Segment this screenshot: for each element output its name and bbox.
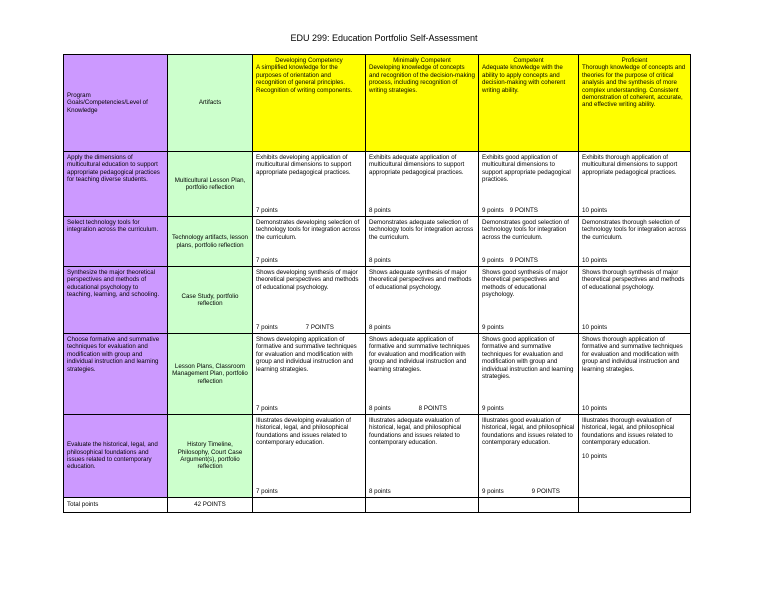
rubric-cell (253, 415, 366, 498)
cell-desc: Shows good application of formative and summative techniques for evaluation and modification with group and individual instruction and learning strategies. (482, 336, 574, 381)
total-label: Total points (64, 498, 168, 513)
cell-desc: Exhibits good application of multicultural dimensions to support appropriate pedagogical practices. (482, 154, 571, 184)
cell-points: 8 points (369, 323, 391, 331)
cell-points: 8 points (369, 256, 391, 264)
empty-cell (579, 498, 691, 513)
goal-cell: Select technology tools for integration across the curriculum. (64, 217, 168, 267)
cell-desc: Shows good synthesis of major theoretical perspectives and methods of educational psychology. (482, 269, 568, 299)
rubric-cell (366, 152, 479, 217)
cell-desc: Shows thorough synthesis of major theoretical perspectives and methods of educational psychology. (582, 269, 685, 291)
rubric-cell (253, 334, 366, 415)
artifact-cell: Technology artifacts, lesson plans, portfolio reflection (168, 217, 253, 267)
level-desc: Developing knowledge of concepts and recognition of the decision-making process, including recognition of writing strategies. (369, 64, 475, 94)
cell-points: 7 points 7 POINTS (256, 323, 334, 331)
table-row (64, 334, 691, 415)
cell-points: 9 points (482, 323, 504, 331)
goals-header: Program Goals/Competencies/Level of Knowledge (64, 55, 168, 152)
empty-cell (479, 498, 579, 513)
rubric-cell (479, 415, 579, 498)
empty-cell (366, 498, 479, 513)
cell-points: 7 points (256, 256, 278, 264)
rubric-cell (579, 267, 691, 334)
cell-desc: Exhibits adequate application of multicultural dimensions to support appropriate pedagogical practices. (369, 154, 465, 176)
cell-desc: Illustrates good evaluation of historical, legal, and philosophical foundations and issues related to contemporary education. (482, 417, 575, 447)
level-desc: Adequate knowledge with the ability to apply concepts and decision-making with coherent writing ability. (482, 64, 566, 94)
level-title: Minimally Competent (393, 57, 451, 64)
rubric-cell (253, 152, 366, 217)
goal-cell: Evaluate the historical, legal, and philosophical foundations and issues related to contemporary education. (64, 415, 168, 498)
rubric-cell (253, 267, 366, 334)
cell-desc: Shows developing application of formative and summative techniques for evaluation and modification with group and individual instruction and learning strategies. (256, 336, 357, 373)
rubric-table (63, 54, 691, 513)
cell-desc: Shows adequate synthesis of major theoretical perspectives and methods of educational psychology. (369, 269, 472, 291)
cell-points: 10 points (582, 452, 608, 460)
rubric-cell (479, 267, 579, 334)
page-title: EDU 299: Education Portfolio Self-Assessment (290, 33, 478, 43)
rubric-cell (479, 217, 579, 267)
table-row (64, 267, 691, 334)
cell-points: 8 points (369, 487, 391, 495)
cell-desc: Shows adequate application of formative and summative techniques for evaluation and modification with group and individual instruction and learning strategies. (369, 336, 470, 373)
rubric-cell (366, 334, 479, 415)
cell-points: 9 points 9 POINTS (482, 256, 538, 264)
rubric-cell (253, 217, 366, 267)
level-header-minimally-competent (366, 55, 479, 152)
cell-desc: Exhibits thorough application of multicultural dimensions to support appropriate pedagogical practices. (582, 154, 678, 176)
level-title: Competent (513, 57, 544, 64)
artifact-cell: Case Study, portfolio reflection (168, 267, 253, 334)
rubric-cell (366, 415, 479, 498)
level-desc: A simplified knowledge for the purposes of orientation and recognition of general principles. Recognition of writing components. (256, 64, 353, 94)
cell-desc: Shows thorough application of formative and summative techniques for evaluation and modification with group and individual instruction and learning strategies. (582, 336, 683, 373)
level-title: Proficient (621, 57, 648, 64)
cell-desc: Exhibits developing application of multicultural dimensions to support appropriate pedagogical practices. (256, 154, 352, 176)
cell-desc: Illustrates adequate evaluation of historical, legal, and philosophical foundations and issues related to contemporary education. (369, 417, 462, 447)
cell-desc: Illustrates developing evaluation of historical, legal, and philosophical foundations and issues related to contemporary education. (256, 417, 351, 447)
goal-cell: Synthesize the major theoretical perspectives and methods of educational psychology to teaching, learning, and schooling. (64, 267, 168, 334)
rubric-cell (579, 217, 691, 267)
cell-desc: Demonstrates thorough selection of technology tools for integration across the curriculum. (582, 219, 687, 241)
cell-points: 8 points 8 POINTS (369, 404, 447, 412)
cell-desc: Demonstrates adequate selection of technology tools for integration across the curriculum. (369, 219, 474, 241)
cell-desc: Demonstrates good selection of technology tools for integration across the curriculum. (482, 219, 570, 241)
level-header-competent (479, 55, 579, 152)
level-title: Developing Competency (275, 57, 343, 64)
header-row (64, 55, 691, 152)
goal-cell: Apply the dimensions of multicultural education to support appropriate pedagogical practices for teaching diverse students. (64, 152, 168, 217)
rubric-cell (579, 415, 691, 498)
artifact-cell: Multicultural Lesson Plan, portfolio reflection (168, 152, 253, 217)
artifacts-header: Artifacts (168, 55, 253, 152)
rubric-cell (479, 152, 579, 217)
cell-points: 7 points (256, 206, 278, 214)
rubric-cell (579, 334, 691, 415)
level-desc: Thorough knowledge of concepts and theories for the purpose of critical analysis and the synthesis of more complex understanding. Consistent demonstration of coherent, accurate, and effective writing ability. (582, 64, 686, 109)
cell-points: 10 points (582, 256, 608, 264)
cell-desc: Shows developing synthesis of major theoretical perspectives and methods of educational psychology. (256, 269, 359, 291)
rubric-cell (366, 267, 479, 334)
cell-points: 7 points (256, 487, 278, 495)
table-row (64, 415, 691, 498)
cell-desc: Illustrates thorough evaluation of historical, legal, and philosophical foundations and issues related to contemporary education. (582, 417, 675, 447)
level-header-proficient (579, 55, 691, 152)
total-row (64, 498, 691, 513)
level-header-developing (253, 55, 366, 152)
rubric-cell (479, 334, 579, 415)
artifact-cell: History Timeline, Philosophy, Court Case Argument(s), portfolio reflection (168, 415, 253, 498)
cell-points: 10 points (582, 323, 608, 331)
rubric-cell (366, 217, 479, 267)
total-value: 42 POINTS (168, 498, 253, 513)
cell-points: 9 points 9 POINTS (482, 206, 538, 214)
cell-points: 10 points (582, 206, 608, 214)
cell-points: 9 points 9 POINTS (482, 487, 560, 495)
goal-cell: Choose formative and summative techniques for evaluation and modification with group and individual instruction and learning strategies. (64, 334, 168, 415)
cell-points: 7 points (256, 404, 278, 412)
cell-points: 9 points (482, 404, 504, 412)
rubric-cell (579, 152, 691, 217)
empty-cell (253, 498, 366, 513)
cell-points: 8 points (369, 206, 391, 214)
cell-points: 10 points (582, 404, 608, 412)
table-row (64, 152, 691, 217)
cell-desc: Demonstrates developing selection of technology tools for integration across the curriculum. (256, 219, 361, 241)
artifact-cell: Lesson Plans, Classroom Management Plan, portfolio reflection (168, 334, 253, 415)
table-row (64, 217, 691, 267)
